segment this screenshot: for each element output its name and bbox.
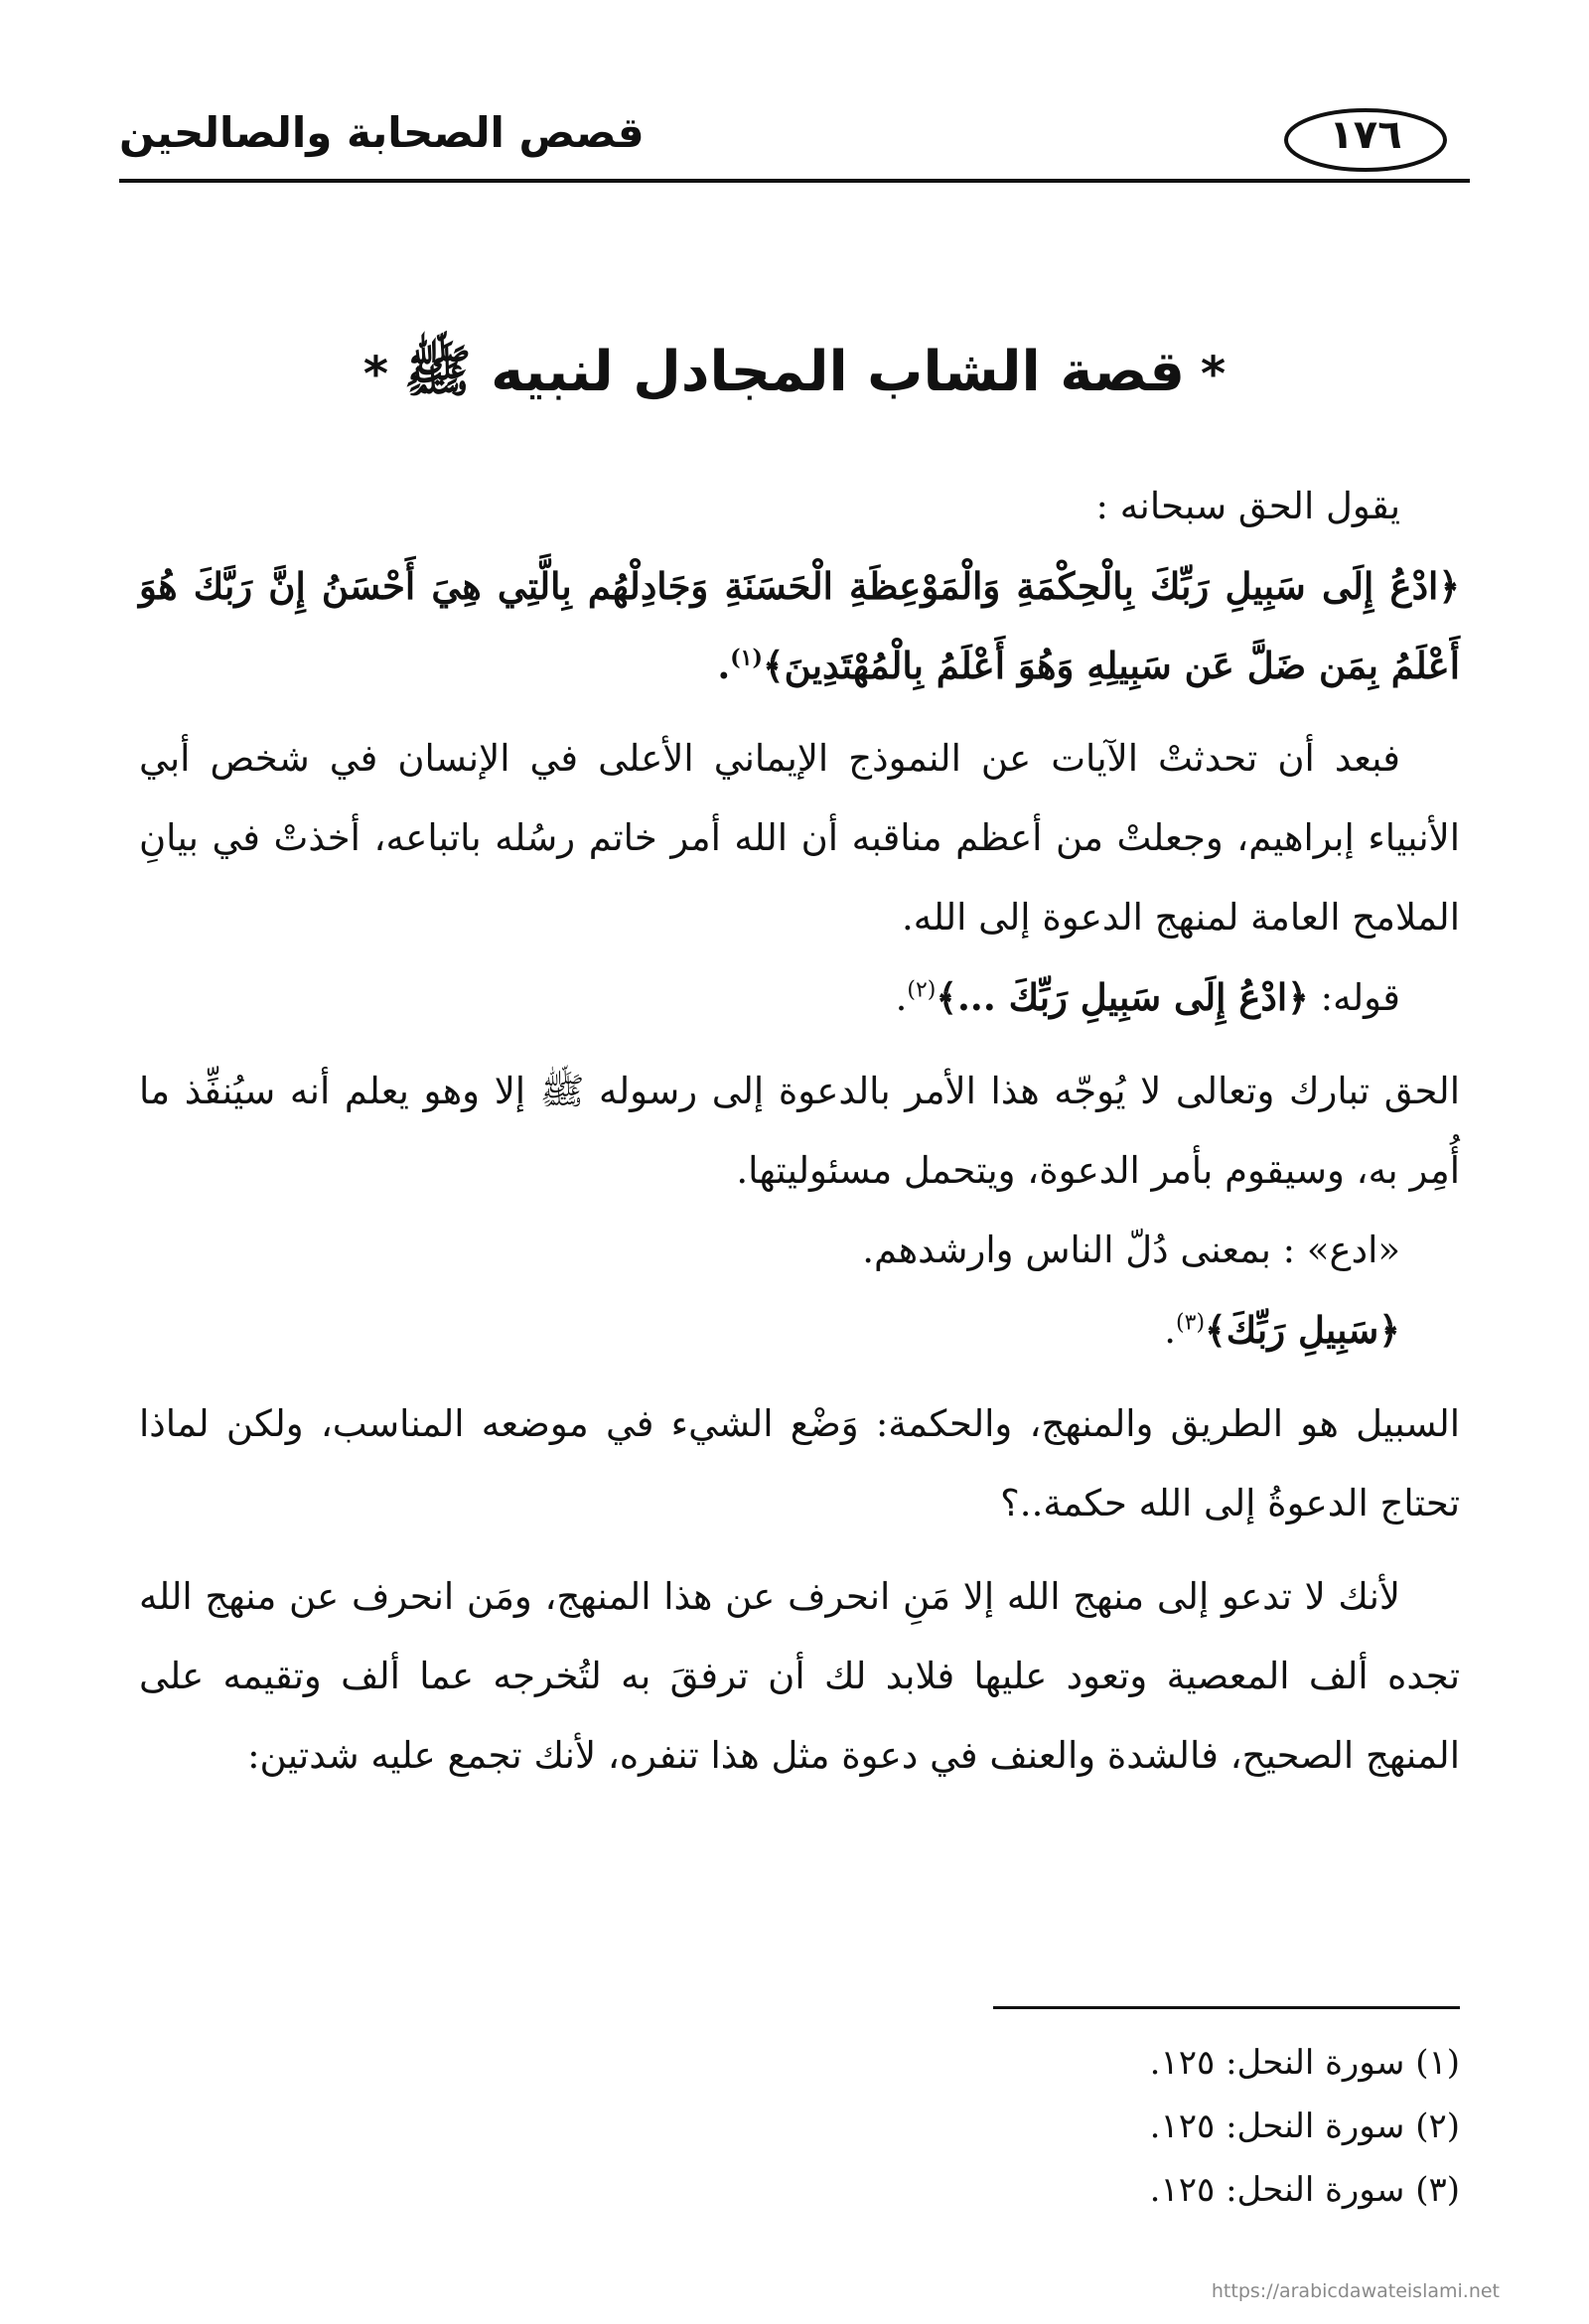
footnote-ref: (١) — [730, 645, 763, 671]
section-title-text: قصة الشاب المجادل لنبيه ﷺ — [404, 340, 1185, 404]
running-title: قصص الصحابة والصالحين — [119, 108, 645, 157]
paragraph: قوله: ﴿ادْعُ إِلَى سَبِيلِ رَبِّكَ ...﴾$^{(٢)}$. — [895, 975, 1400, 1019]
footnote-ref: (٣) — [1176, 1310, 1206, 1336]
page-header — [119, 104, 1470, 184]
quran-verse: ﴿ادْعُ إِلَى سَبِيلِ رَبِّكَ ...﴾ — [936, 975, 1309, 1019]
paragraph: فبعد أن تحدثتْ الآيات عن النموذج الإيماني الأعلى في الإنسان في شخص أبي الأنبياء إبراهيم، وجعلتْ من أعظم مناقبه أن الله أمر خاتم رسُله باتباعه، أخذتْ في بيانِ الملامح العامة لمنهج الدعوة إلى الله. — [139, 737, 1460, 939]
footnotes — [765, 2031, 1460, 2222]
paragraph: «ادع» : بمعنى دُلّ الناس وارشدهم. — [862, 1229, 1400, 1271]
title-star-icon: * — [362, 347, 388, 402]
paragraph: السبيل هو الطريق والمنهج، والحكمة: وَضْع الشيء في موضعه المناسب، ولكن لماذا تحتاج الدعوةُ إلى الله حكمة..؟ — [139, 1402, 1460, 1525]
header-divider — [119, 179, 1470, 183]
paragraph: ﴿سَبِيلِ رَبِّكَ﴾$^{(٣)}$. — [1164, 1308, 1400, 1352]
watermark-url: https://arabicdawateislami.net — [1211, 2280, 1500, 2302]
page-number: ١٧٦ — [1329, 112, 1402, 158]
footnote: (٢) سورة النحل: ١٢٥. — [1149, 2106, 1460, 2146]
section-title — [119, 338, 1470, 418]
footnote: (٣) سورة النحل: ١٢٥. — [1149, 2170, 1460, 2210]
body-text — [139, 467, 1460, 1796]
page-number-badge — [1281, 104, 1450, 174]
quran-verse: ﴿ادْعُ إِلَى سَبِيلِ رَبِّكَ بِالْحِكْمَةِ وَالْمَوْعِظَةِ الْحَسَنَةِ وَجَادِلْهُم بِالَّتِي هِيَ أَحْسَنُ إِنَّ رَبَّكَ هُوَ أَعْلَمُ بِمَن ضَلَّ عَن سَبِيلِهِ وَهُوَ أَعْلَمُ بِالْمُهْتَدِينَ﴾$^{(١)}$. — [139, 564, 1460, 687]
paragraph: الحق تبارك وتعالى لا يُوجّه هذا الأمر بالدعوة إلى رسوله ﷺ إلا وهو يعلم أنه سيُنفِّذ ما أُمِر به، وسيقوم بأمر الدعوة، ويتحمل مسئوليتها. — [139, 1070, 1460, 1192]
paragraph: لأنك لا تدعو إلى منهج الله إلا مَنِ انحرف عن هذا المنهج، ومَن انحرف عن منهج الله تجده ألف المعصية وتعود عليها فلابد لك أن ترفقَ به لتُخرجه عما ألف وتقيمه على المنهج الصحيح، فالشدة والعنف في دعوة مثل هذا تنفره، لأنك تجمع عليه شدتين: — [139, 1575, 1460, 1777]
footnote-divider — [993, 2006, 1460, 2009]
footnote-ref: (٢) — [907, 977, 937, 1003]
paragraph: يقول الحق سبحانه : — [1095, 485, 1400, 527]
quran-verse: ﴿سَبِيلِ رَبِّكَ﴾ — [1205, 1308, 1400, 1352]
title-star-icon: * — [1201, 347, 1227, 402]
footnote: (١) سورة النحل: ١٢٥. — [1149, 2043, 1460, 2083]
